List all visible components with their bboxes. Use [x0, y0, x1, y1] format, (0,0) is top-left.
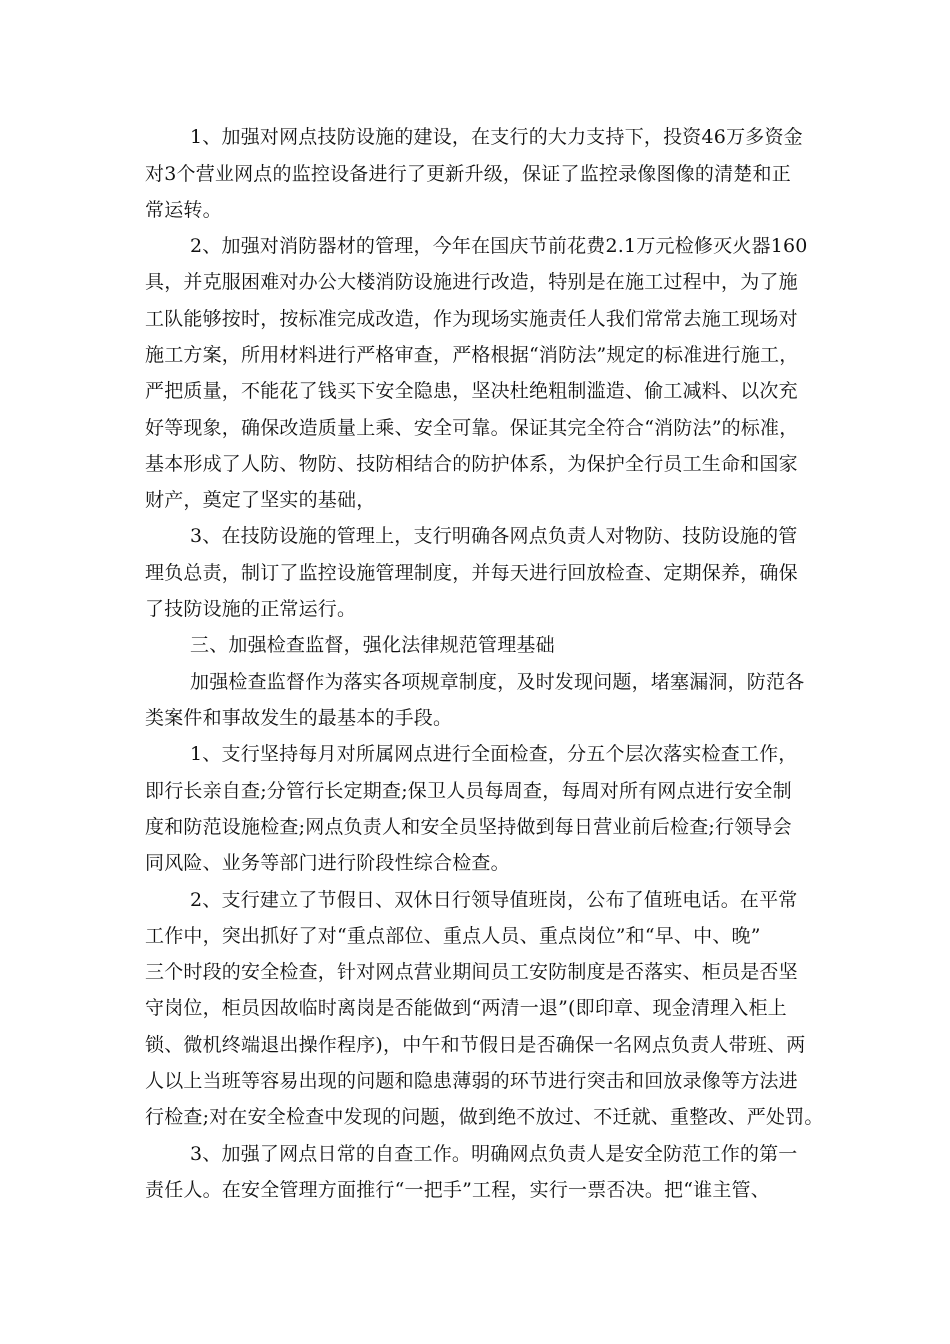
text-line: 好等现象，确保改造质量上乘、安全可靠。保证其完全符合“消防法”的标准， — [145, 417, 799, 439]
text-line: 了技防设施的正常运行。 — [145, 598, 357, 620]
text-line: 理负总责，制订了监控设施管理制度，并每天进行回放检查、定期保养，确保 — [145, 562, 798, 584]
text-line: 严把质量，不能花了钱买下安全隐患，坚决杜绝粗制滥造、偷工减料、以次充 — [145, 380, 798, 402]
text-line: 同风险、业务等部门进行阶段性综合检查。 — [145, 852, 510, 874]
text-line: 1、加强对网点技防设施的建设，在支行的大力支持下，投资46万多资金 — [190, 126, 803, 148]
text-line: 财产，奠定了坚实的基础， — [145, 489, 376, 511]
text-line: 工队能够按时，按标准完成改造，作为现场实施责任人我们常常去施工现场对 — [145, 308, 798, 330]
text-line: 2、支行建立了节假日、双休日行领导值班岗，公布了值班电话。在平常 — [190, 889, 798, 911]
text-line: 三个时段的安全检查，针对网点营业期间员工安防制度是否落实、柜员是否坚 — [145, 961, 798, 983]
text-line: 常运转。 — [145, 199, 222, 221]
text-line: 对3个营业网点的监控设备进行了更新升级，保证了监控录像图像的清楚和正 — [145, 163, 791, 185]
text-line: 锁、微机终端退出操作程序)，中午和节假日是否确保一名网点负责人带班、两 — [145, 1034, 806, 1056]
text-line: 施工方案，所用材料进行严格审查，严格根据“消防法”规定的标准进行施工， — [145, 344, 799, 366]
text-line: 具，并克服困难对办公大楼消防设施进行改造，特别是在施工过程中，为了施 — [145, 271, 798, 293]
text-line: 责任人。在安全管理方面推行“一把手”工程，实行一票否决。把“谁主管、 — [145, 1179, 770, 1201]
text-line: 类案件和事故发生的最基本的手段。 — [145, 707, 453, 729]
text-line: 加强检查监督作为落实各项规章制度，及时发现问题，堵塞漏洞，防范各 — [190, 671, 805, 693]
text-line: 工作中，突出抓好了对“重点部位、重点人员、重点岗位”和“早、中、晚” — [145, 925, 761, 947]
text-line: 度和防范设施检查;网点负责人和安全员坚持做到每日营业前后检查;行领导会 — [145, 816, 792, 838]
text-line: 1、支行坚持每月对所属网点进行全面检查，分五个层次落实检查工作， — [190, 743, 798, 765]
text-line: 基本形成了人防、物防、技防相结合的防护体系，为保护全行员工生命和国家 — [145, 453, 798, 475]
section-heading: 三、加强检查监督，强化法律规范管理基础 — [190, 634, 555, 656]
text-line: 即行长亲自查;分管行长定期查;保卫人员每周查，每周对所有网点进行安全制 — [145, 780, 792, 802]
text-line: 行检查;对在安全检查中发现的问题，做到绝不放过、不迁就、重整改、严处罚。 — [145, 1106, 824, 1128]
text-line: 2、加强对消防器材的管理，今年在国庆节前花费2.1万元检修灭火器160 — [190, 235, 808, 257]
text-line: 守岗位，柜员因故临时离岗是否能做到“两清一退”(即印章、现金清理入柜上 — [145, 997, 787, 1019]
text-line: 3、加强了网点日常的自查工作。明确网点负责人是安全防范工作的第一 — [190, 1143, 798, 1165]
text-line: 3、在技防设施的管理上，支行明确各网点负责人对物防、技防设施的管 — [190, 525, 798, 547]
text-line: 人以上当班等容易出现的问题和隐患薄弱的环节进行突击和回放录像等方法进 — [145, 1070, 798, 1092]
